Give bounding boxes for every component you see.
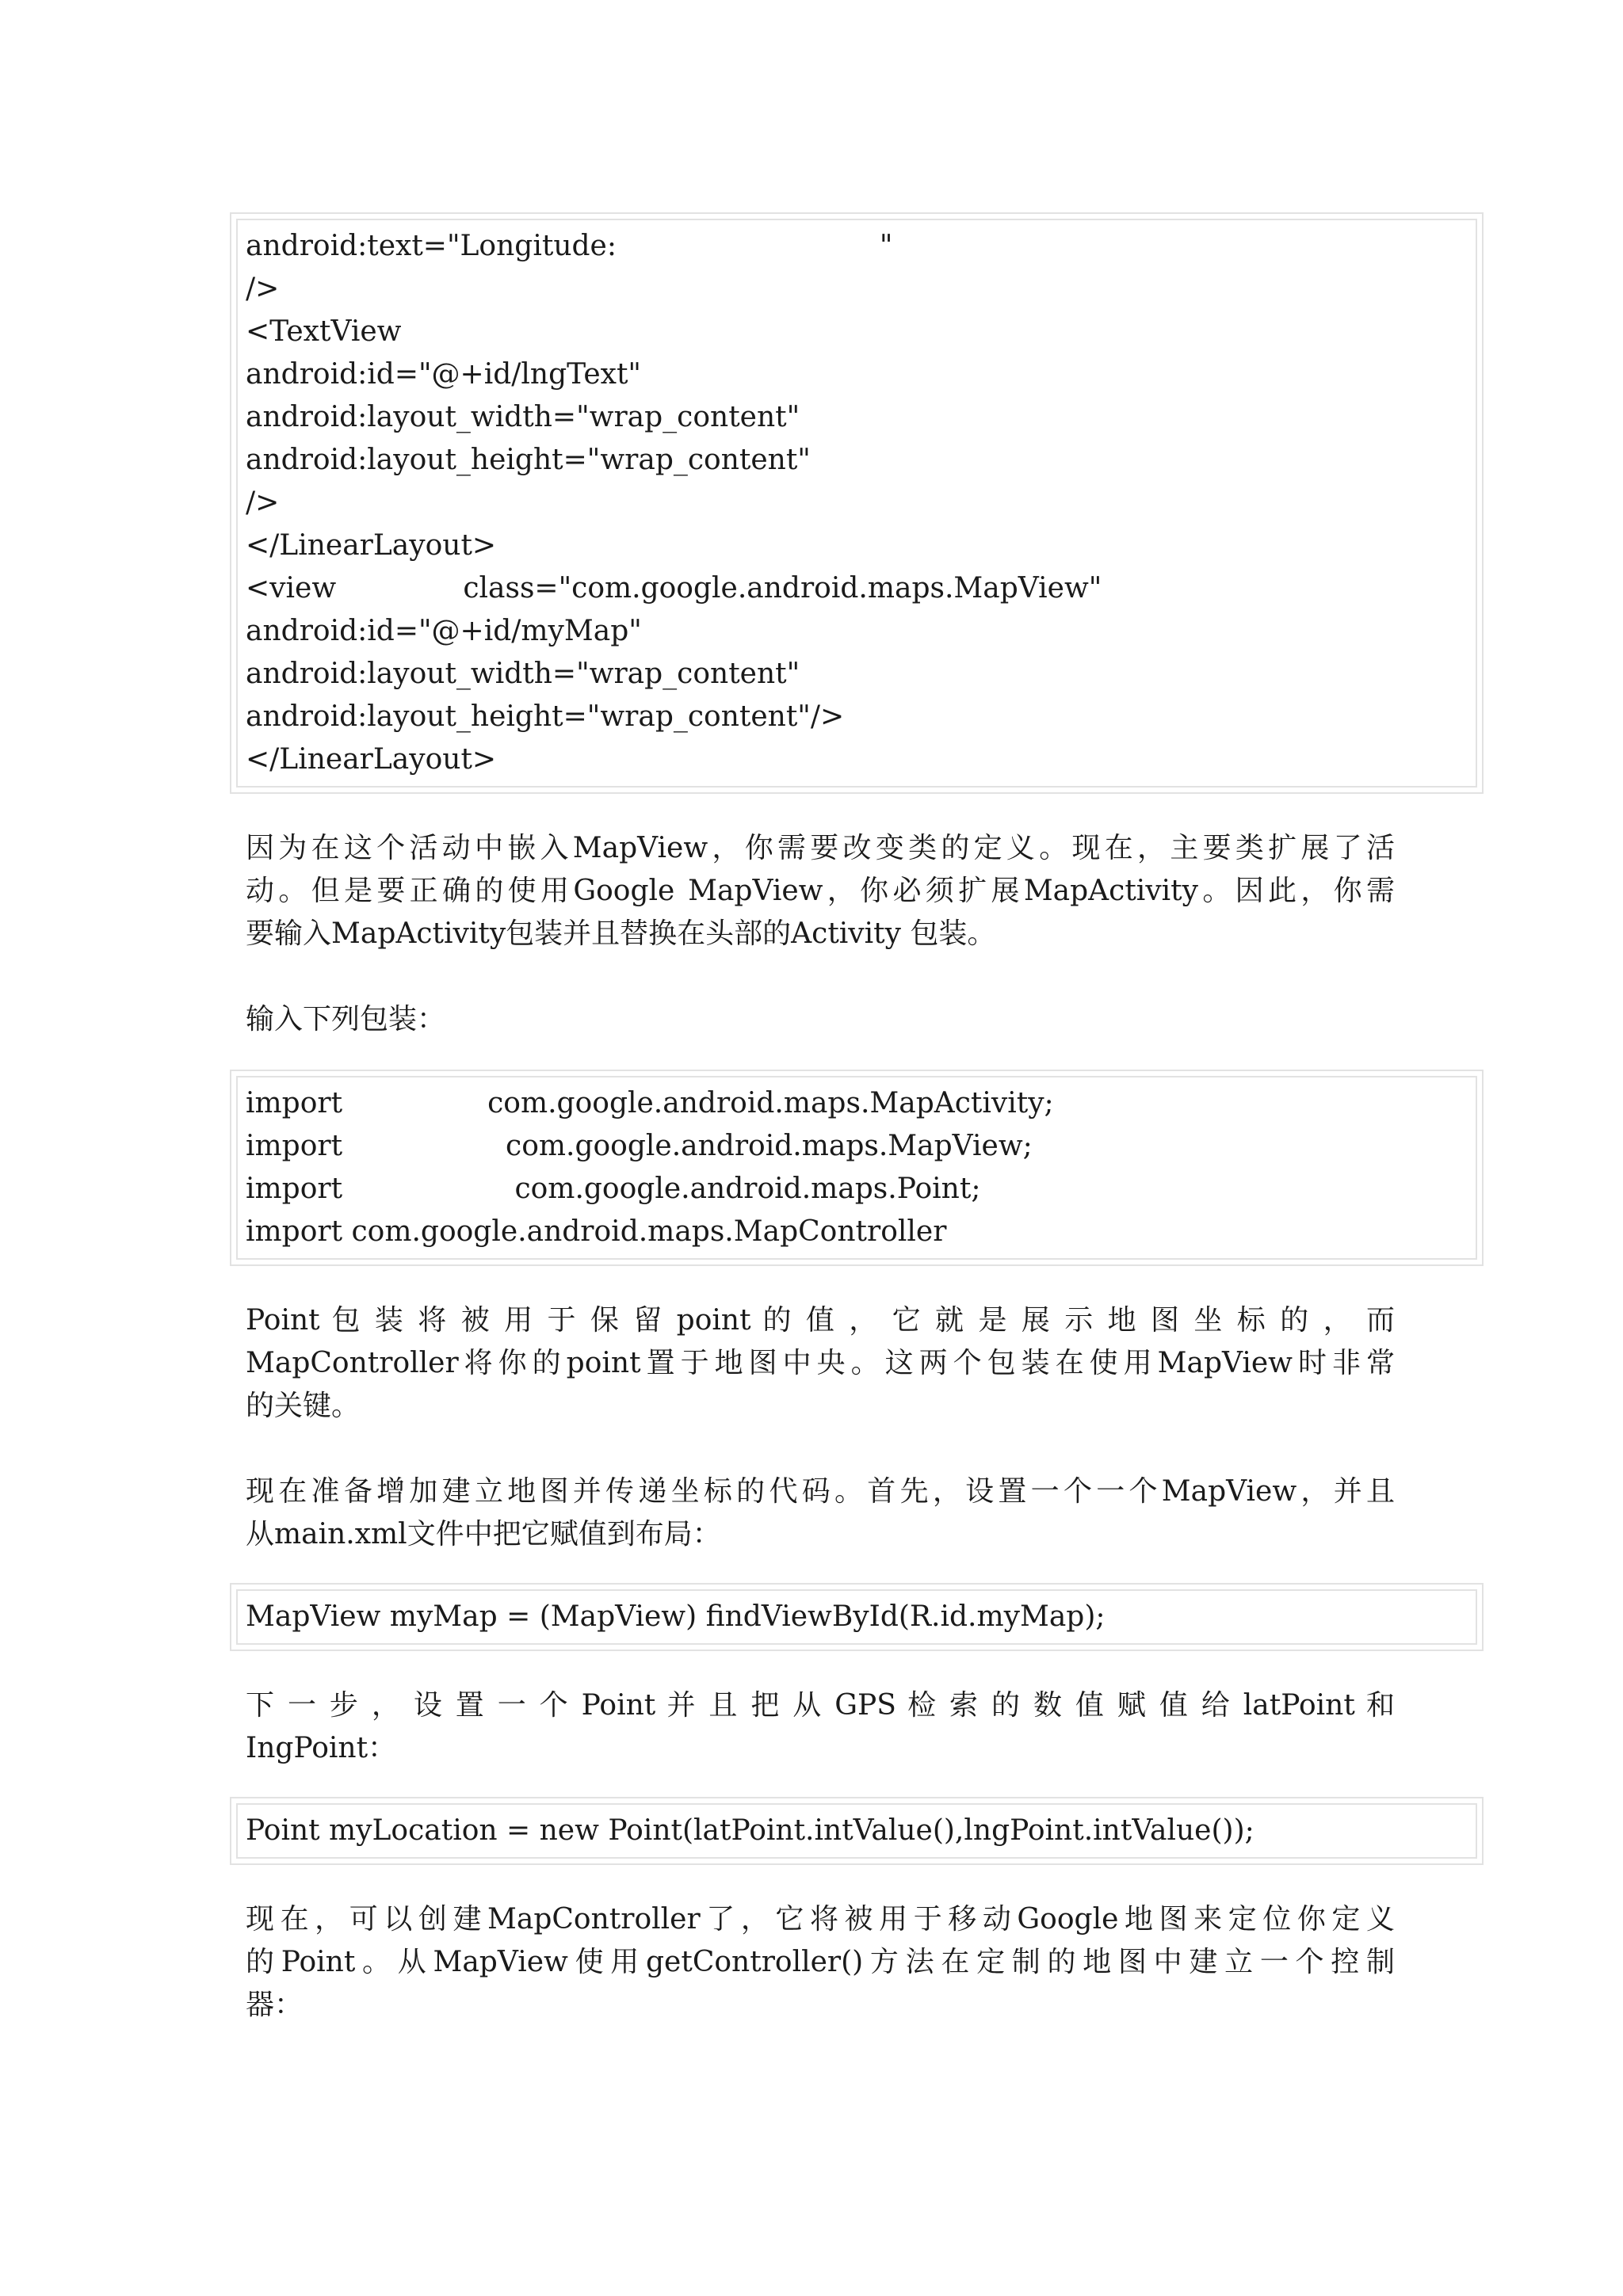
- paragraph-line: 现在准备增加建立地图并传递坐标的代码。首先，设置一个一个MapView，并且: [246, 1475, 1395, 1508]
- paragraph-point-explanation: [246, 1299, 1395, 1428]
- code-line: android:layout_width="wrap_content": [246, 658, 800, 690]
- code-block-xml-layout: [230, 212, 1484, 794]
- code-line: import com.google.android.maps.MapActivity;: [246, 1087, 1054, 1119]
- paragraph-import-label: [246, 998, 1395, 1041]
- paragraph-line: 动。但是要正确的使用Google MapView，你必须扩展MapActivity。因此，你需: [246, 875, 1395, 907]
- paragraph-point-setup: [246, 1684, 1395, 1770]
- code-line: </LinearLayout>: [246, 529, 497, 562]
- code-line: android:layout_height="wrap_content"/>: [246, 700, 845, 733]
- paragraph-line: 现在，可以创建MapController了，它将被用于移动Google地图来定位你定义: [246, 1903, 1395, 1936]
- paragraph-line: 因为在这个活动中嵌入MapView，你需要改变类的定义。现在，主要类扩展了活: [246, 832, 1395, 864]
- code-line: import com.google.android.maps.Point;: [246, 1173, 981, 1205]
- code-line: android:id="@+id/myMap": [246, 615, 642, 647]
- code-line: </LinearLayout>: [246, 743, 497, 776]
- paragraph-line: 下 一 步 ， 设 置 一 个 Point 并 且 把 从 GPS 检 索 的 数 值 赋 值 给 latPoint 和: [246, 1689, 1395, 1722]
- code-line: <view class="com.google.android.maps.MapView": [246, 572, 1102, 605]
- code-block-findviewbyid: [230, 1583, 1484, 1651]
- paragraph-mapview-setup: [246, 1470, 1395, 1556]
- paragraph-line: 的关键。: [246, 1390, 361, 1422]
- code-line: <TextView: [246, 315, 402, 348]
- paragraph-line: 从main.xml文件中把它赋值到布局：: [246, 1518, 721, 1550]
- code-line: android:layout_width="wrap_content": [246, 401, 800, 433]
- code-block-point-location: [230, 1797, 1484, 1865]
- code-line: />: [246, 273, 280, 305]
- code-line: />: [246, 486, 280, 519]
- paragraph-line: Point 包 装 将 被 用 于 保 留 point 的 值 ， 它 就 是 展 示 地 图 坐 标 的 ， 而: [246, 1304, 1395, 1337]
- code-line: android:text="Longitude: ": [246, 230, 893, 262]
- paragraph-line: 的Point。从MapView使用getController()方法在定制的地图中建立一个控制: [246, 1946, 1395, 1978]
- paragraph-mapcontroller: [246, 1898, 1395, 2027]
- paragraph-mapview-intro: [246, 827, 1395, 955]
- paragraph-line: IngPoint：: [246, 1732, 397, 1764]
- code-line: android:layout_height="wrap_content": [246, 444, 811, 476]
- code-line: android:id="@+id/lngText": [246, 358, 641, 391]
- code-block-imports: [230, 1070, 1484, 1266]
- code-line: import com.google.android.maps.MapView;: [246, 1130, 1033, 1162]
- code-line: Point myLocation = new Point(latPoint.intValue(),lngPoint.intValue());: [246, 1814, 1254, 1847]
- paragraph-line: 输入下列包装：: [246, 1003, 446, 1035]
- paragraph-line: 要输入MapActivity包装并且替换在头部的Activity 包装。: [246, 917, 996, 950]
- paragraph-line: 器：: [246, 1989, 304, 2021]
- code-line: MapView myMap = (MapView) findViewById(R.id.myMap);: [246, 1600, 1106, 1633]
- code-line: import com.google.android.maps.MapController: [246, 1215, 947, 1248]
- paragraph-line: MapController将你的point置于地图中央。这两个包装在使用MapView时非常: [246, 1347, 1395, 1379]
